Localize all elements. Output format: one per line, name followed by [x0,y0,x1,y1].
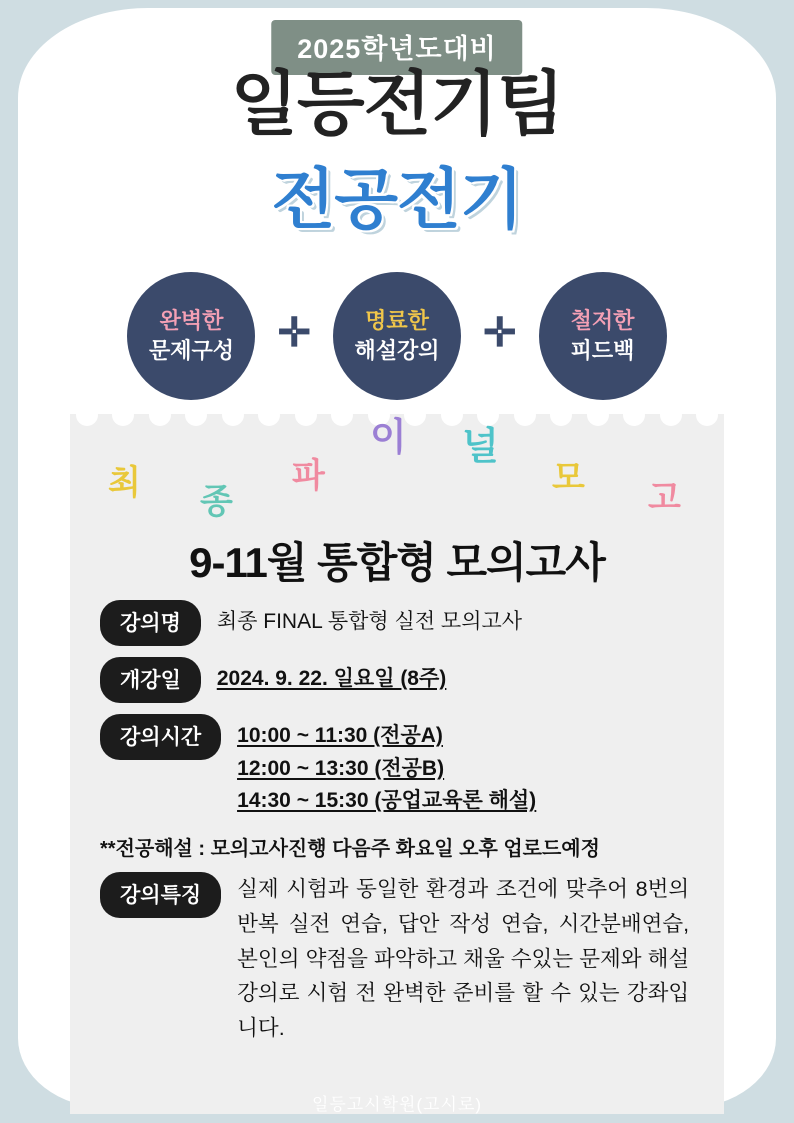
notch [514,404,536,426]
notch [441,404,463,426]
feature-circle-3-line2: 피드백 [570,338,635,363]
info-row-course-feature [100,872,700,1046]
notch [696,404,718,426]
exam-title: 9-11월 통합형 모의고사 [189,539,605,586]
class-time-line-3: 14:30 ~ 15:30 (공업교육론 해설) [237,789,537,813]
value-class-time [221,714,536,818]
info-row-course-name [100,600,700,646]
scatter-word-neol: 널 [462,426,499,468]
notch [404,404,426,426]
feature-circle-1-line2: 문제구성 [148,338,234,363]
feature-circle-1-line1: 완벽한 [159,308,224,334]
footer-brand: 일등고시학원(고시로) [311,1095,483,1114]
course-feature-text: 실제 시험과 동일한 환경과 조건에 맞추어 8번의 반복 실전 연습, 답안 작성 연습, 시간분배연습, 본인의 약점을 파악하고 채울 수있는 문제와 해설강의로 시험 전 완벽한 준비를 할 수 있는 강좌입니다. [237,877,690,1041]
info-row-class-time [100,714,700,818]
scatter-word-choi: 최 [108,464,141,502]
scatter-word-go: 고 [648,479,681,517]
notch [623,404,645,426]
page-title: 일등전기팀 [230,65,564,143]
year-badge: 2025학년도대비 [271,20,522,75]
feature-circle-3-line1: 철저한 [570,308,635,334]
scatter-word-pa: 파 [292,457,325,495]
feature-circle-2 [333,272,461,400]
label-class-time: 강의시간 [100,714,221,760]
notch [112,404,134,426]
notch [660,404,682,426]
notch [149,404,171,426]
label-course-name: 강의명 [100,600,201,646]
scatter-word-mo: 모 [552,459,585,497]
info-row-start-date [100,657,700,703]
notch [222,404,244,426]
value-start-date [201,657,446,696]
notch [331,404,353,426]
feature-circle-2-line1: 명료한 [365,308,429,334]
feature-circle-1 [127,272,255,400]
info-rows [100,600,700,829]
label-start-date: 개강일 [100,657,201,703]
class-time-line-1: 10:00 ~ 11:30 (전공A) [237,724,443,747]
notch [185,404,207,426]
label-course-feature: 강의특징 [100,872,221,918]
feature-circle-3 [539,272,667,400]
notch [258,404,280,426]
value-course-name [201,600,522,639]
notch [587,404,609,426]
notch [295,404,317,426]
feature-circles [0,272,794,400]
scatter-word-i: 이 [370,417,407,459]
plus-icon-1: ✛ [277,311,311,355]
notch [550,404,572,426]
start-date-text: 2024. 9. 22. 일요일 (8주) [216,667,447,690]
class-time-line-2: 12:00 ~ 13:30 (전공B) [237,756,445,780]
course-name-text: 최종 FINAL 통합형 실전 모의고사 [216,610,523,633]
plus-icon-2: ✛ [483,311,517,355]
notch [76,404,98,426]
page-subtitle: 전공전기 [271,162,523,236]
feature-circle-2-line2: 해설강의 [354,338,440,363]
upload-note: **전공해설 : 모의고사진행 다음주 화요일 오후 업로드예정 [100,838,600,860]
scatter-word-jong: 종 [200,483,233,521]
